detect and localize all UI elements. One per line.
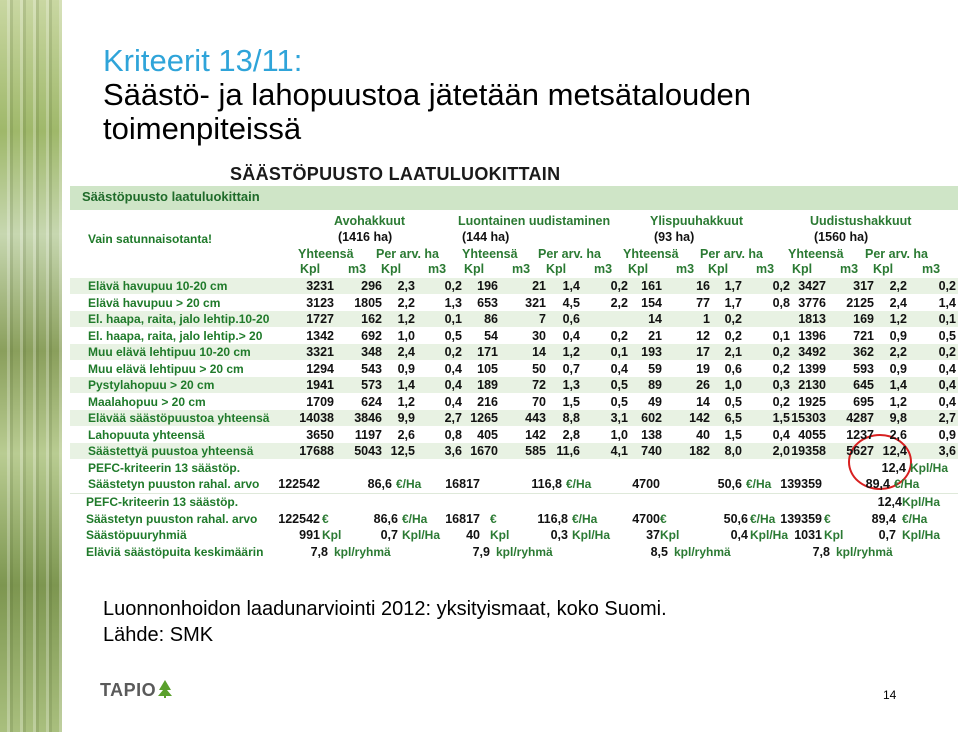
table-cell: 0,4 <box>610 361 628 376</box>
table-cell: 1709 <box>306 394 334 409</box>
table-cell: 1,2 <box>397 312 415 326</box>
table-cell: 196 <box>477 279 498 293</box>
table-cell: 0,7 <box>562 361 580 376</box>
table-cell: 2,2 <box>889 345 907 359</box>
savings-tree-table <box>70 164 958 560</box>
table-cell: 89 <box>648 378 662 392</box>
subcol-per-ha: Per arv. ha <box>538 247 602 261</box>
table-cell: 3776 <box>798 295 826 310</box>
table-cell: 3,6 <box>938 444 956 458</box>
rahal-unit1: € <box>322 511 329 526</box>
table-cell: 362 <box>853 345 874 359</box>
rahal-unit1: € <box>490 511 497 526</box>
groups-unit2: Kpl/Ha <box>402 528 441 542</box>
average-value: 8,5 <box>650 544 668 559</box>
table-cell: 2,7 <box>938 411 956 425</box>
table-cell: 1,4 <box>889 378 907 392</box>
table-cell: 15303 <box>791 411 826 425</box>
table-cell: 2,8 <box>562 427 580 442</box>
table-cell: 0,8 <box>444 427 462 442</box>
table-cell: 5627 <box>846 444 874 458</box>
table-cell: 171 <box>477 345 498 359</box>
table-row-label: Elävää säästöpuustoa yhteensä <box>88 411 270 425</box>
rahal-unit1: € <box>824 511 831 526</box>
tree-icon <box>157 680 173 698</box>
table-cell: 2125 <box>846 295 874 310</box>
table-cell: 12,4 <box>882 444 907 458</box>
rahal-row-label-2: Säästetyn puuston rahal. arvo <box>86 511 258 526</box>
table-row-label: Elävä havupuu > 20 cm <box>88 295 221 310</box>
table-row-label: Muu elävä lehtipuu 10-20 cm <box>88 345 251 359</box>
table-cell: 14 <box>648 312 662 326</box>
table-cell: 2,2 <box>610 295 628 310</box>
title-line-2: Säästö- ja lahopuustoa jätetään metsätalouden <box>103 77 752 112</box>
table-cell: 12 <box>696 328 710 343</box>
table-cell: 348 <box>361 345 382 359</box>
group-header: Avohakkuut <box>334 214 406 228</box>
table-cell: 16 <box>696 279 710 293</box>
source-text <box>103 596 667 648</box>
table-cell: 317 <box>853 279 874 293</box>
unit-header: Kpl <box>464 262 485 276</box>
table-cell: 0,2 <box>772 394 790 409</box>
table-row-label: El. haapa, raita, jalo lehtip.> 20 <box>88 328 263 343</box>
table-cell: 11,6 <box>556 444 580 458</box>
unit-header: m3 <box>348 262 367 276</box>
rahal-per-ha: 116,8 <box>531 477 562 491</box>
pefc-unit: Kpl/Ha <box>910 460 949 475</box>
unit-header: Kpl <box>792 262 813 276</box>
table-cell: 1,7 <box>724 295 742 310</box>
table-cell: 4,5 <box>562 295 580 310</box>
table-cell: 12,5 <box>390 444 415 458</box>
table-cell: 2,4 <box>889 295 907 310</box>
subcol-total: Yhteensä <box>623 247 679 261</box>
table-cell: 3,1 <box>610 411 628 425</box>
table-cell: 443 <box>525 411 546 425</box>
table-cell: 2,2 <box>397 295 415 310</box>
table-cell: 0,4 <box>444 394 462 409</box>
groups-unit2: Kpl/Ha <box>572 528 611 542</box>
average-row-label: Eläviä säästöpuita keskimäärin <box>86 544 264 559</box>
rahal-per-ha: 50,6 <box>717 477 742 491</box>
table-cell: 1,3 <box>562 378 580 392</box>
rahal-row-label: Säästetyn puuston rahal. arvo <box>88 477 260 491</box>
table-cell: 740 <box>641 444 662 458</box>
rahal-total-2: 4700 <box>632 511 660 526</box>
decorative-left-strip <box>0 0 62 732</box>
slide-title <box>103 44 903 146</box>
table-subheader <box>70 186 958 210</box>
rahal-total: 4700 <box>632 477 660 491</box>
unit-header: Kpl <box>708 262 729 276</box>
groups-row-label: Säästöpuuryhmiä <box>86 528 187 542</box>
table-cell: 72 <box>532 378 546 392</box>
rahal-unit: €/Ha <box>566 477 592 491</box>
table-cell: 193 <box>641 345 662 359</box>
average-unit: kpl/ryhmä <box>496 544 553 559</box>
table-cell: 1,4 <box>562 279 580 293</box>
table-cell: 2,0 <box>772 444 790 458</box>
table-cell: 14 <box>696 394 710 409</box>
table-cell: 296 <box>361 279 382 293</box>
table-cell: 0,1 <box>444 312 462 326</box>
table-cell: 9,9 <box>397 411 415 425</box>
table-cell: 1396 <box>798 328 826 343</box>
table-cell: 17 <box>696 345 710 359</box>
sampling-note: Vain satunnaisotanta! <box>88 232 213 246</box>
table-cell: 0,2 <box>724 312 742 326</box>
table-cell: 3427 <box>798 279 826 293</box>
pefc-row-label-2: PEFC-kriteerin 13 säästöp. <box>86 495 239 509</box>
table-cell: 1,5 <box>724 427 742 442</box>
table-cell: 4055 <box>798 427 826 442</box>
table-cell: 50 <box>532 361 546 376</box>
table-cell: 1342 <box>306 328 334 343</box>
table-cell: 0,2 <box>610 328 628 343</box>
group-area: (1560 ha) <box>814 230 869 244</box>
table-cell: 653 <box>477 295 498 310</box>
table-cell: 0,4 <box>444 361 462 376</box>
pefc-value: 12,4 <box>881 460 906 475</box>
table-cell: 0,5 <box>724 394 742 409</box>
groups-unit2: Kpl/Ha <box>902 528 941 542</box>
group-area: (144 ha) <box>462 230 510 244</box>
table-row-label: Muu elävä lehtipuu > 20 cm <box>88 361 244 376</box>
tapio-logo <box>100 680 180 702</box>
source-line-1: Luonnonhoidon laadunarviointi 2012: yksityismaat, koko Suomi. <box>103 598 667 620</box>
table-cell: 142 <box>525 427 546 442</box>
table-cell: 0,8 <box>772 295 790 310</box>
table-cell: 59 <box>648 361 662 376</box>
table-cell: 1,0 <box>724 378 742 392</box>
subcol-total: Yhteensä <box>462 247 518 261</box>
table-cell: 0,4 <box>938 361 956 376</box>
table-cell: 3123 <box>306 295 334 310</box>
table-banner: SÄÄSTÖPUUSTO LAATULUOKITTAIN <box>230 164 561 184</box>
table-cell: 14 <box>532 345 546 359</box>
table-cell: 0,2 <box>724 328 742 343</box>
group-area: (93 ha) <box>654 230 695 244</box>
table-cell: 2,6 <box>889 427 907 442</box>
table-cell: 4287 <box>846 411 874 425</box>
table-cell: 0,6 <box>562 312 580 326</box>
table-cell: 19358 <box>791 444 826 458</box>
table-cell: 0,5 <box>610 378 628 392</box>
title-line-3: toimenpiteissä <box>103 111 302 146</box>
table-cell: 593 <box>853 361 874 376</box>
rahal-unit2: €/Ha <box>402 511 428 526</box>
table-cell: 9,8 <box>889 411 907 425</box>
table-row-label: El. haapa, raita, jalo lehtip.10-20 <box>88 312 270 326</box>
table-cell: 0,2 <box>938 345 956 359</box>
rahal-per-ha-2: 86,6 <box>373 511 398 526</box>
table-cell: 105 <box>477 361 498 376</box>
table-cell: 0,2 <box>772 345 790 359</box>
table-row-label: Elävä havupuu 10-20 cm <box>88 279 228 293</box>
subcol-total: Yhteensä <box>298 247 354 261</box>
table-cell: 0,9 <box>938 427 956 442</box>
table-cell: 8,8 <box>562 411 580 425</box>
table-cell: 695 <box>853 394 874 409</box>
groups-unit1: Kpl <box>490 528 510 542</box>
table-cell: 1670 <box>470 444 498 458</box>
table-row-label: Pystylahopuu > 20 cm <box>88 378 215 392</box>
table-cell: 1 <box>703 312 710 326</box>
table-cell: 17688 <box>299 444 334 458</box>
table-cell: 573 <box>361 378 382 392</box>
rahal-total: 16817 <box>445 477 480 491</box>
table-cell: 54 <box>484 328 498 343</box>
groups-per-ha: 0,7 <box>380 528 398 542</box>
table-cell: 182 <box>689 444 710 458</box>
table-cell: 2,4 <box>397 345 415 359</box>
unit-header: Kpl <box>628 262 649 276</box>
table-cell: 2130 <box>798 378 826 392</box>
table-cell: 692 <box>361 328 382 343</box>
table-cell: 0,9 <box>889 328 907 343</box>
groups-per-ha: 0,4 <box>730 528 748 542</box>
average-value: 7,8 <box>310 544 328 559</box>
rahal-unit2: €/Ha <box>902 511 928 526</box>
table-cell: 6,5 <box>724 411 742 425</box>
table-cell: 0,5 <box>938 328 956 343</box>
table-cell: 0,4 <box>938 378 956 392</box>
rahal-unit1: € <box>660 511 667 526</box>
group-header: Ylispuuhakkuut <box>650 214 744 228</box>
table-cell: 0,2 <box>444 345 462 359</box>
table-cell: 14038 <box>299 411 334 425</box>
table-cell: 0,4 <box>772 427 790 442</box>
table-cell: 1727 <box>306 312 334 326</box>
table-cell: 0,5 <box>444 328 462 343</box>
unit-header: m3 <box>840 262 859 276</box>
table-cell: 3231 <box>306 279 334 293</box>
unit-header: Kpl <box>873 262 894 276</box>
table-cell: 585 <box>525 444 546 458</box>
unit-header: m3 <box>594 262 613 276</box>
tapio-logo-text: TAPIO <box>100 680 157 700</box>
table-cell: 0,4 <box>444 378 462 392</box>
table-cell: 8,0 <box>724 444 742 458</box>
group-header: Uudistushakkuut <box>810 214 912 228</box>
table-cell: 2,6 <box>397 427 415 442</box>
table-cell: 0,3 <box>772 378 790 392</box>
table-cell: 1,0 <box>397 328 415 343</box>
rahal-unit: €/Ha <box>746 477 772 491</box>
table-cell: 2,7 <box>444 411 462 425</box>
table-cell: 162 <box>361 312 382 326</box>
table-cell: 169 <box>853 312 874 326</box>
table-cell: 1,7 <box>724 279 742 293</box>
rahal-per-ha-2: 89,4 <box>871 511 896 526</box>
table-cell: 1,4 <box>938 295 956 310</box>
table-cell: 0,1 <box>938 312 956 326</box>
table-cell: 3846 <box>354 411 382 425</box>
unit-header: m3 <box>922 262 941 276</box>
table-cell: 3,6 <box>444 444 462 458</box>
table-cell: 161 <box>641 279 662 293</box>
table-cell: 1265 <box>470 411 498 425</box>
groups-per-ha: 0,7 <box>878 528 896 542</box>
table-cell: 1,2 <box>889 312 907 326</box>
table-cell: 721 <box>853 328 874 343</box>
groups-unit1: Kpl <box>322 528 342 542</box>
table-cell: 1,4 <box>397 378 415 392</box>
table-cell: 1,5 <box>562 394 580 409</box>
table-cell: 26 <box>696 378 710 392</box>
unit-header: m3 <box>756 262 775 276</box>
rahal-total: 122542 <box>278 477 320 491</box>
groups-total: 991 <box>299 528 320 542</box>
table-cell: 0,2 <box>772 361 790 376</box>
table-cell: 0,6 <box>724 361 742 376</box>
table-cell: 602 <box>641 411 662 425</box>
table-cell: 49 <box>648 394 662 409</box>
groups-total: 37 <box>646 528 660 542</box>
table-subheader-label: Säästöpuusto laatuluokittain <box>82 189 260 204</box>
average-unit: kpl/ryhmä <box>674 544 731 559</box>
source-line-2: Lähde: SMK <box>103 624 214 646</box>
table-cell: 2,3 <box>397 279 415 293</box>
table-cell: 0,4 <box>562 328 580 343</box>
average-value: 7,9 <box>472 544 490 559</box>
pefc-value-2: 12,4 <box>877 495 902 509</box>
rahal-total-2: 139359 <box>780 511 822 526</box>
table-row-label: Maalahopuu > 20 cm <box>88 394 206 409</box>
table-cell: 0,9 <box>889 361 907 376</box>
table-cell: 4,1 <box>610 444 628 458</box>
subcol-per-ha: Per arv. ha <box>700 247 764 261</box>
unit-header: m3 <box>512 262 531 276</box>
title-line-1: Kriteerit 13/11: <box>103 43 303 78</box>
rahal-total-2: 16817 <box>445 511 480 526</box>
table-cell: 0,2 <box>610 279 628 293</box>
unit-header: m3 <box>676 262 695 276</box>
table-cell: 2,1 <box>724 345 742 359</box>
table-cell: 19 <box>696 361 710 376</box>
groups-unit1: Kpl <box>824 528 844 542</box>
table-cell: 0,5 <box>610 394 628 409</box>
groups-per-ha: 0,3 <box>550 528 568 542</box>
subcol-per-ha: Per arv. ha <box>376 247 440 261</box>
average-unit: kpl/ryhmä <box>334 544 391 559</box>
table-cell: 40 <box>696 427 710 442</box>
rahal-total: 139359 <box>780 477 822 491</box>
groups-unit2: Kpl/Ha <box>750 528 789 542</box>
table-cell: 3321 <box>306 345 334 359</box>
table-cell: 3650 <box>306 427 334 442</box>
table-row-label: Säästettyä puustoa yhteensä <box>88 444 254 458</box>
table-cell: 1,2 <box>889 394 907 409</box>
group-header: Luontainen uudistaminen <box>458 214 611 228</box>
rahal-per-ha: 86,6 <box>367 477 392 491</box>
table-cell: 86 <box>484 312 498 326</box>
table-cell: 405 <box>477 427 498 442</box>
rahal-per-ha-2: 50,6 <box>723 511 748 526</box>
table-cell: 321 <box>525 295 546 310</box>
unit-header: Kpl <box>300 262 321 276</box>
table-cell: 645 <box>853 378 874 392</box>
table-cell: 142 <box>689 411 710 425</box>
table-cell: 138 <box>641 427 662 442</box>
table-cell: 1941 <box>306 378 334 392</box>
pefc-unit-2: Kpl/Ha <box>902 495 941 509</box>
table-cell: 624 <box>361 394 382 409</box>
groups-unit1: Kpl <box>660 528 680 542</box>
rahal-unit2: €/Ha <box>572 511 598 526</box>
table-cell: 0,2 <box>444 279 462 293</box>
table-cell: 189 <box>477 378 498 392</box>
table-cell: 3492 <box>798 345 826 359</box>
table-cell: 1925 <box>798 394 826 409</box>
table-cell: 21 <box>648 328 662 343</box>
table-cell: 21 <box>532 279 546 293</box>
average-value: 7,8 <box>812 544 830 559</box>
rahal-per-ha-2: 116,8 <box>537 511 568 526</box>
table-cell: 1805 <box>354 295 382 310</box>
table-cell: 216 <box>477 394 498 409</box>
table-cell: 30 <box>532 328 546 343</box>
table-cell: 0,9 <box>397 361 415 376</box>
table-cell: 70 <box>532 394 546 409</box>
page-number: 14 <box>883 688 897 702</box>
pefc-row-label: PEFC-kriteerin 13 säästöp. <box>88 460 241 475</box>
table-cell: 1,3 <box>444 295 462 310</box>
subcol-per-ha: Per arv. ha <box>865 247 929 261</box>
rahal-unit: €/Ha <box>396 477 422 491</box>
unit-header: Kpl <box>546 262 567 276</box>
table-cell: 2,2 <box>889 279 907 293</box>
table-cell: 1,2 <box>397 394 415 409</box>
table-cell: 1,5 <box>772 411 790 425</box>
table-cell: 1,2 <box>562 345 580 359</box>
table-cell: 154 <box>641 295 662 310</box>
table-cell: 1294 <box>306 361 334 376</box>
groups-total: 1031 <box>794 528 822 542</box>
group-area: (1416 ha) <box>338 230 393 244</box>
table-cell: 1197 <box>354 427 382 442</box>
table-cell: 1813 <box>798 312 826 326</box>
table-cell: 5043 <box>354 444 382 458</box>
rahal-per-ha: 89,4 <box>865 477 890 491</box>
subcol-total: Yhteensä <box>788 247 844 261</box>
table-cell: 77 <box>696 295 710 310</box>
unit-header: m3 <box>428 262 447 276</box>
rahal-unit2: €/Ha <box>750 511 776 526</box>
average-unit: kpl/ryhmä <box>836 544 893 559</box>
unit-header: Kpl <box>381 262 402 276</box>
table-cell: 1399 <box>798 361 826 376</box>
rahal-total-2: 122542 <box>278 511 320 526</box>
table-cell: 1,0 <box>610 427 628 442</box>
table-cell: 7 <box>539 312 546 326</box>
table-cell: 1237 <box>846 427 874 442</box>
table-cell: 543 <box>361 361 382 376</box>
table-cell: 0,2 <box>938 279 956 293</box>
table-row-label: Lahopuuta yhteensä <box>88 427 205 442</box>
groups-total: 40 <box>466 528 480 542</box>
table-cell: 0,1 <box>610 345 628 359</box>
rahal-unit: €/Ha <box>894 477 920 491</box>
table-cell: 0,1 <box>772 328 790 343</box>
table-cell: 0,2 <box>772 279 790 293</box>
table-cell: 0,4 <box>938 394 956 409</box>
